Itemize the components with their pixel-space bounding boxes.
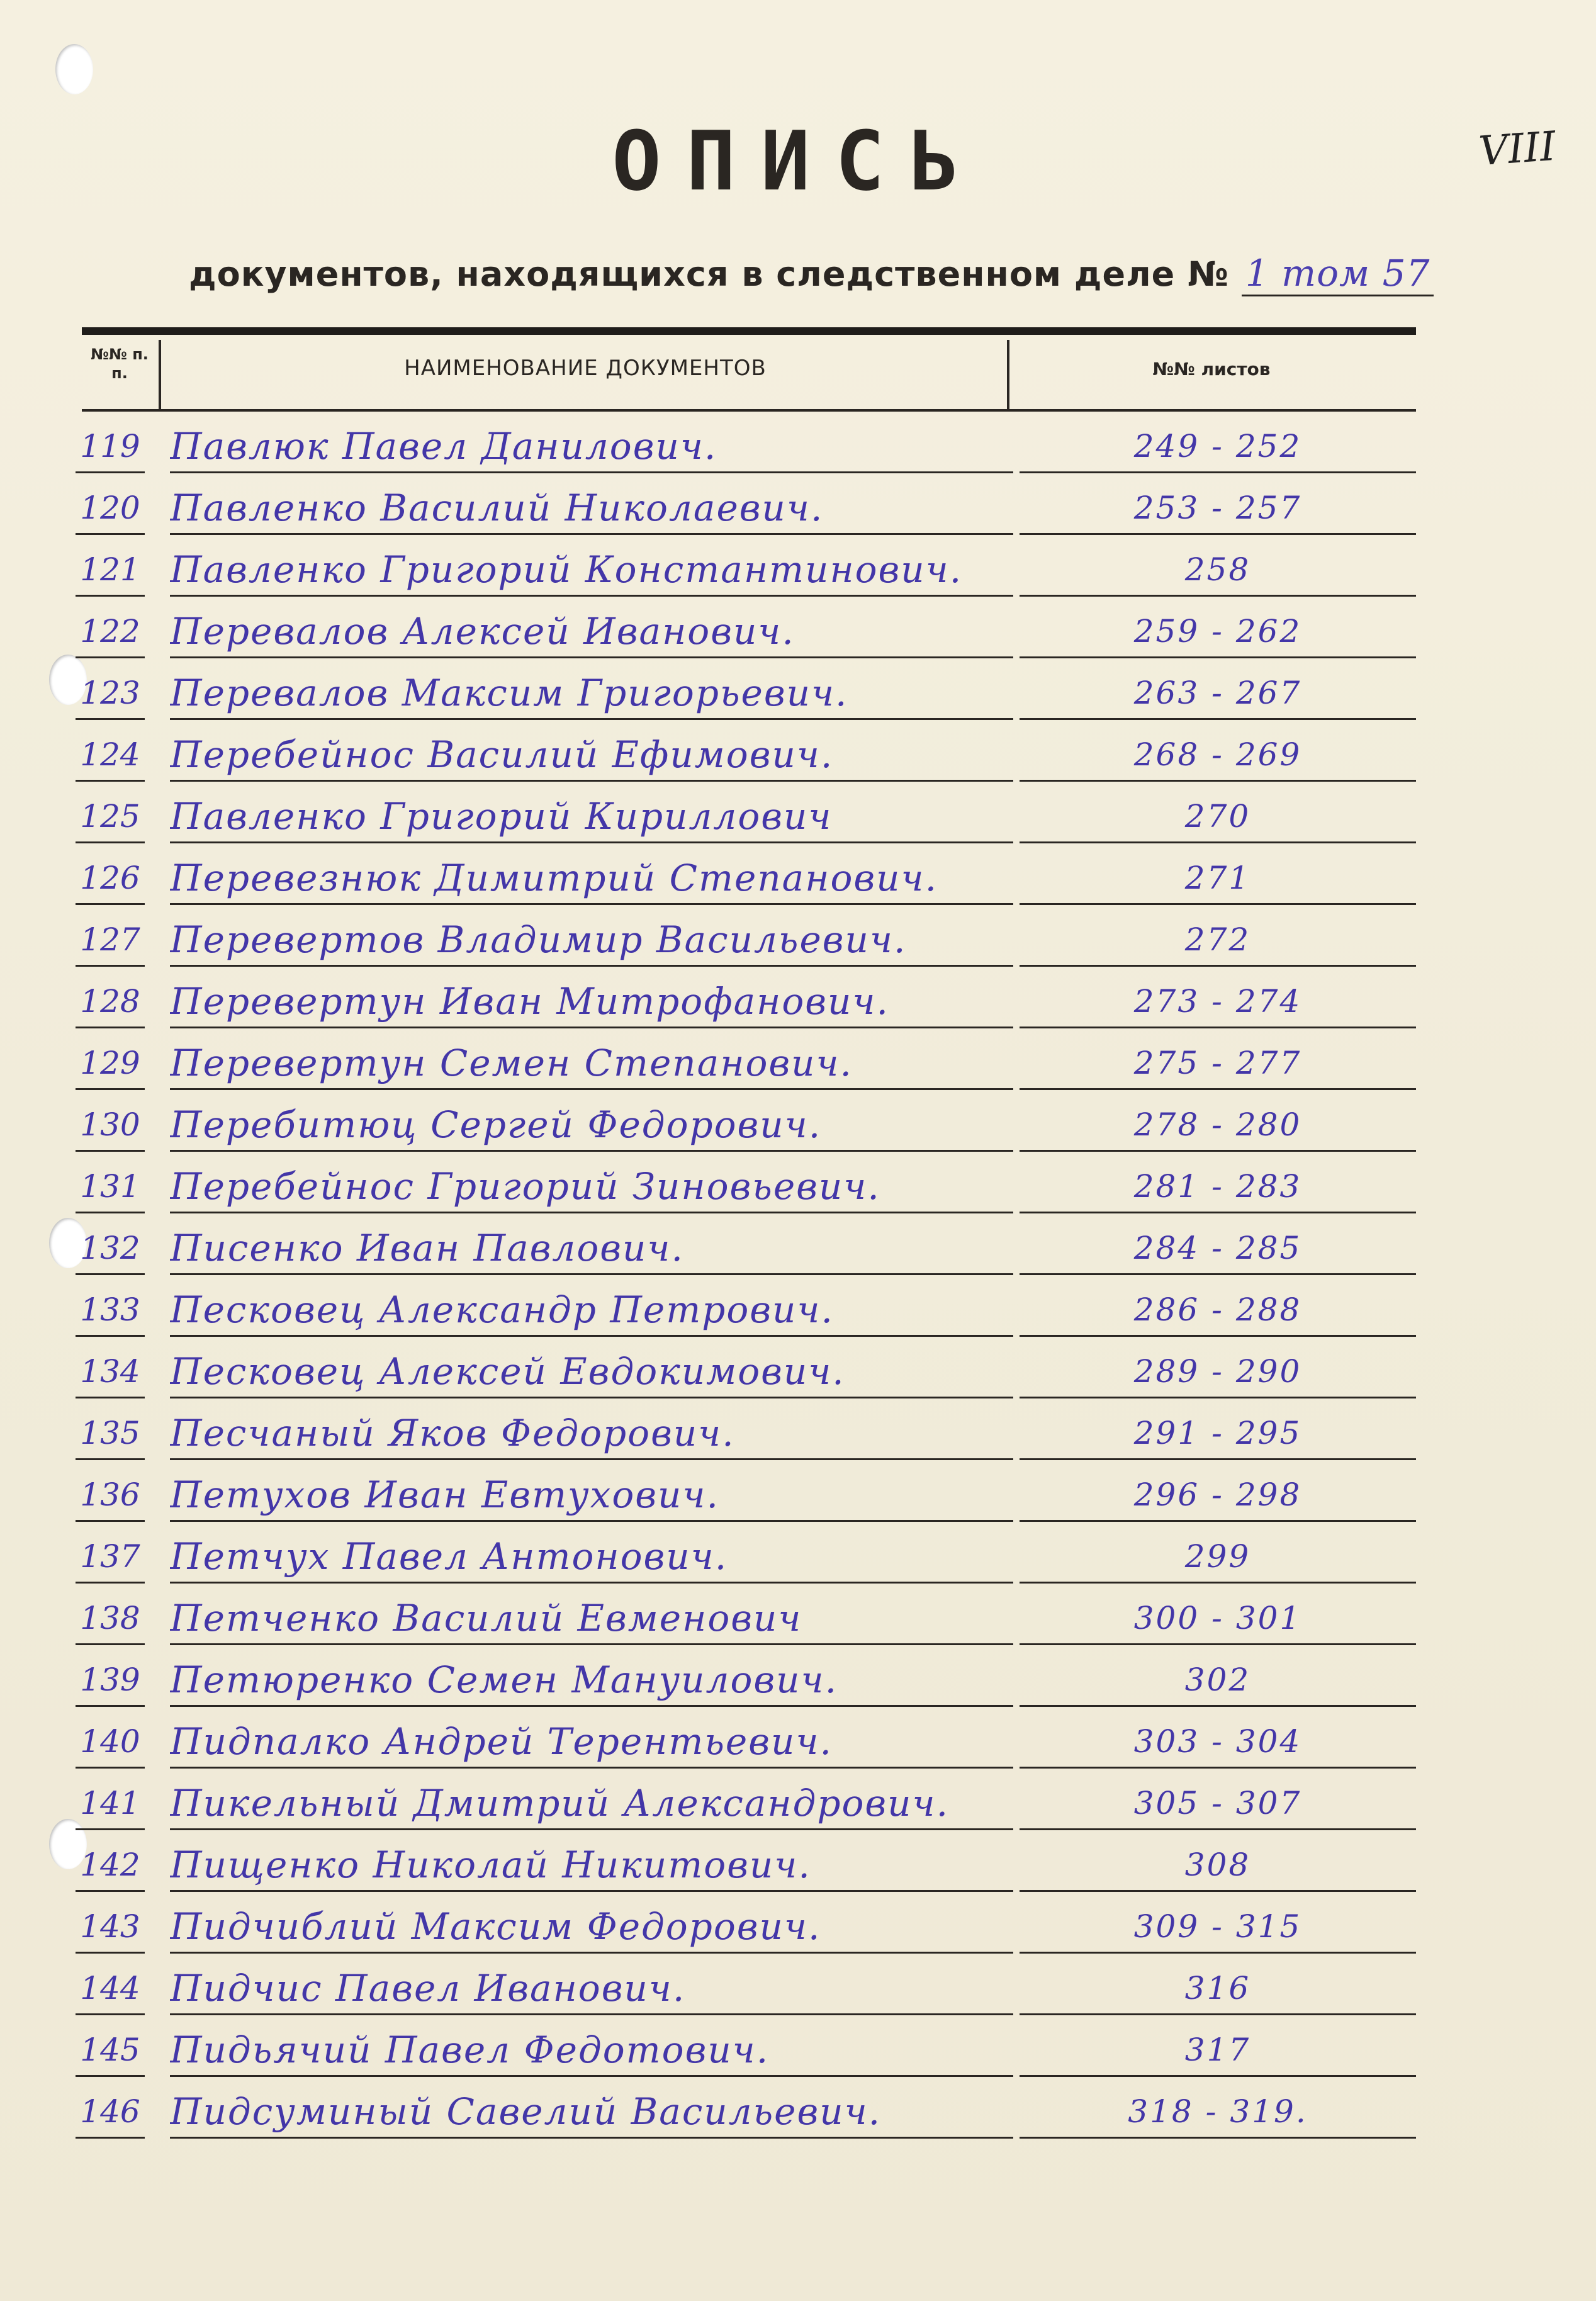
row-number: 131 <box>76 1161 145 1213</box>
row-sheets: 272 <box>1020 914 1416 967</box>
page-subtitle <box>189 252 1434 295</box>
row-sheets: 286 - 288 <box>1020 1285 1416 1337</box>
row-document-name: Перебитюц Сергей Федорович. <box>170 1100 1013 1152</box>
page-title: ОПИСЬ <box>612 113 984 209</box>
row-sheets: 263 - 267 <box>1020 668 1416 720</box>
table-row <box>0 1957 1596 2019</box>
column-divider <box>159 340 161 412</box>
row-document-name: Пищенко Николай Никитович. <box>170 1840 1013 1892</box>
table-row <box>0 1711 1596 1772</box>
table-row <box>0 970 1596 1032</box>
row-sheets: 270 <box>1020 791 1416 843</box>
row-document-name: Песковец Александр Петрович. <box>170 1285 1013 1337</box>
table-row <box>0 1279 1596 1341</box>
row-sheets: 271 <box>1020 853 1416 905</box>
row-number: 128 <box>76 976 145 1028</box>
row-document-name: Песчаный Яков Федорович. <box>170 1408 1013 1460</box>
row-sheets: 309 - 315 <box>1020 1901 1416 1954</box>
row-sheets: 317 <box>1020 2025 1416 2077</box>
row-document-name: Песковец Алексей Евдокимович. <box>170 1346 1013 1398</box>
row-number: 126 <box>76 853 145 905</box>
column-header-sheets: №№ листов <box>1152 359 1271 380</box>
row-sheets: 303 - 304 <box>1020 1716 1416 1769</box>
row-sheets: 296 - 298 <box>1020 1470 1416 1522</box>
row-sheets: 291 - 295 <box>1020 1408 1416 1460</box>
table-row <box>0 1217 1596 1279</box>
row-number: 127 <box>76 914 145 967</box>
table-row <box>0 1587 1596 1649</box>
row-number: 120 <box>76 483 145 535</box>
row-document-name: Перебейнос Григорий Зиновьевич. <box>170 1161 1013 1213</box>
table-row <box>0 785 1596 847</box>
row-sheets: 289 - 290 <box>1020 1346 1416 1398</box>
row-document-name: Перевертун Семен Степанович. <box>170 1038 1013 1090</box>
column-header-name: НАИМЕНОВАНИЕ ДОКУМЕНТОВ <box>404 356 767 381</box>
table-row <box>0 477 1596 539</box>
row-number: 121 <box>76 544 145 597</box>
row-document-name: Петухов Иван Евтухович. <box>170 1470 1013 1522</box>
row-sheets: 253 - 257 <box>1020 483 1416 535</box>
row-sheets: 316 <box>1020 1963 1416 2015</box>
row-number: 129 <box>76 1038 145 1090</box>
row-number: 140 <box>76 1716 145 1769</box>
row-document-name: Пикельный Дмитрий Александрович. <box>170 1778 1013 1830</box>
row-number: 143 <box>76 1901 145 1954</box>
row-sheets: 284 - 285 <box>1020 1223 1416 1275</box>
row-number: 142 <box>76 1840 145 1892</box>
row-number: 146 <box>76 2086 145 2139</box>
table-row <box>0 724 1596 785</box>
row-number: 132 <box>76 1223 145 1275</box>
table-row <box>0 1094 1596 1156</box>
row-sheets: 275 - 277 <box>1020 1038 1416 1090</box>
row-number: 123 <box>76 668 145 720</box>
row-number: 141 <box>76 1778 145 1830</box>
row-document-name: Пидпалко Андрей Терентьевич. <box>170 1716 1013 1769</box>
row-number: 124 <box>76 729 145 782</box>
column-header-num: №№ п. п. <box>91 346 149 382</box>
row-number: 133 <box>76 1285 145 1337</box>
row-number: 139 <box>76 1655 145 1707</box>
table-row <box>0 2019 1596 2081</box>
row-sheets: 308 <box>1020 1840 1416 1892</box>
row-number: 130 <box>76 1100 145 1152</box>
row-sheets: 268 - 269 <box>1020 729 1416 782</box>
row-document-name: Петчух Павел Антонович. <box>170 1531 1013 1584</box>
table-row <box>0 1402 1596 1464</box>
row-document-name: Перевезнюк Димитрий Степанович. <box>170 853 1013 905</box>
table-row <box>0 2081 1596 2142</box>
row-document-name: Петюренко Семен Мануилович. <box>170 1655 1013 1707</box>
table-row <box>0 1834 1596 1896</box>
table-row <box>0 1032 1596 1094</box>
row-document-name: Перевертов Владимир Васильевич. <box>170 914 1013 967</box>
table-row <box>0 909 1596 970</box>
row-sheets: 305 - 307 <box>1020 1778 1416 1830</box>
row-number: 125 <box>76 791 145 843</box>
row-number: 138 <box>76 1593 145 1645</box>
row-document-name: Павленко Григорий Константинович. <box>170 544 1013 597</box>
table-row <box>0 539 1596 600</box>
row-sheets: 302 <box>1020 1655 1416 1707</box>
row-number: 137 <box>76 1531 145 1584</box>
table-row <box>0 847 1596 909</box>
table-row <box>0 600 1596 662</box>
table-row <box>0 1156 1596 1217</box>
row-document-name: Писенко Иван Павлович. <box>170 1223 1013 1275</box>
table-row <box>0 1464 1596 1526</box>
row-document-name: Перевалов Алексей Иванович. <box>170 606 1013 658</box>
row-sheets: 259 - 262 <box>1020 606 1416 658</box>
margin-mark: VIII <box>1477 123 1558 176</box>
row-sheets: 249 - 252 <box>1020 421 1416 473</box>
row-number: 134 <box>76 1346 145 1398</box>
row-number: 135 <box>76 1408 145 1460</box>
table-row <box>0 662 1596 724</box>
case-number: 1 том 57 <box>1242 252 1434 296</box>
row-sheets: 273 - 274 <box>1020 976 1416 1028</box>
row-document-name: Перевертун Иван Митрофанович. <box>170 976 1013 1028</box>
row-sheets: 318 - 319. <box>1020 2086 1416 2139</box>
row-number: 145 <box>76 2025 145 2077</box>
row-sheets: 281 - 283 <box>1020 1161 1416 1213</box>
table-row <box>0 1526 1596 1587</box>
row-document-name: Пидьячий Павел Федотович. <box>170 2025 1013 2077</box>
row-number: 144 <box>76 1963 145 2015</box>
row-document-name: Павленко Григорий Кириллович <box>170 791 1013 843</box>
table-row <box>0 1772 1596 1834</box>
row-sheets: 258 <box>1020 544 1416 597</box>
row-document-name: Перебейнос Василий Ефимович. <box>170 729 1013 782</box>
row-document-name: Пидчиблий Максим Федорович. <box>170 1901 1013 1954</box>
row-document-name: Перевалов Максим Григорьевич. <box>170 668 1013 720</box>
row-number: 122 <box>76 606 145 658</box>
row-document-name: Пидчис Павел Иванович. <box>170 1963 1013 2015</box>
row-sheets: 299 <box>1020 1531 1416 1584</box>
subtitle-prefix: документов, находящихся в следственном деле № <box>189 254 1230 294</box>
row-document-name: Павлюк Павел Данилович. <box>170 421 1013 473</box>
row-number: 136 <box>76 1470 145 1522</box>
table-row <box>0 1341 1596 1402</box>
table-row <box>0 415 1596 477</box>
table-row <box>0 1649 1596 1711</box>
row-document-name: Петченко Василий Евменович <box>170 1593 1013 1645</box>
table-row <box>0 1896 1596 1957</box>
row-document-name: Павленко Василий Николаевич. <box>170 483 1013 535</box>
row-number: 119 <box>76 421 145 473</box>
row-sheets: 278 - 280 <box>1020 1100 1416 1152</box>
table-top-rule <box>82 327 1416 335</box>
row-sheets: 300 - 301 <box>1020 1593 1416 1645</box>
punch-hole <box>55 44 93 94</box>
row-document-name: Пидсуминый Савелий Васильевич. <box>170 2086 1013 2139</box>
